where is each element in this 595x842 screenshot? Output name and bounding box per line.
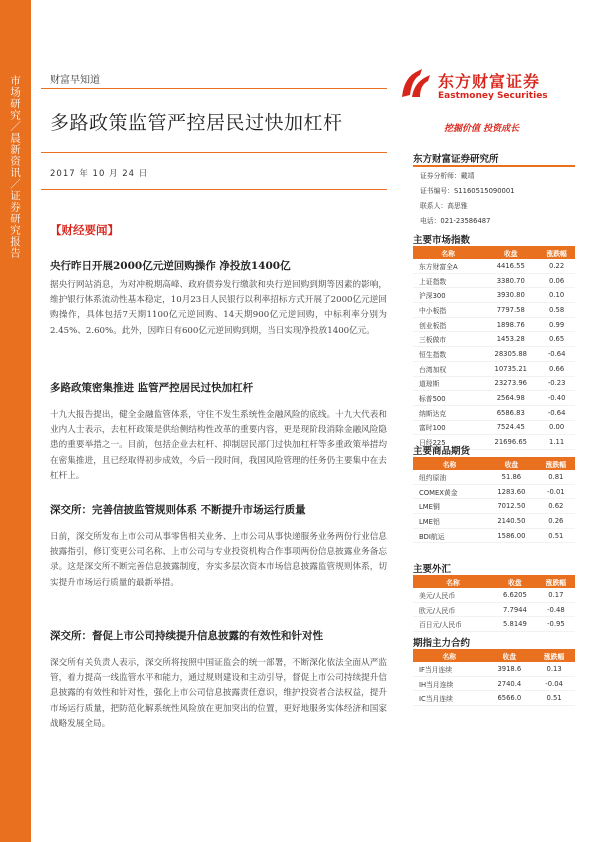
row-name: 纳斯达克 xyxy=(413,405,483,420)
brand-slogan: 挖掘价值 投资成长 xyxy=(444,124,520,134)
report-category: 财富早知道 xyxy=(50,75,100,86)
row-change: 0.81 xyxy=(537,470,575,484)
commodities-table xyxy=(413,457,575,543)
row-close: 7797.58 xyxy=(483,303,538,318)
news-heading-4: 深交所：督促上市公司持续提升信息披露的有效性和针对性 xyxy=(50,630,323,642)
row-change: 0.00 xyxy=(538,420,575,435)
news-heading-3: 深交所：完善信披监管规则体系 不断提升市场运行质量 xyxy=(50,504,306,516)
row-name: 创业板指 xyxy=(413,317,483,332)
table-row xyxy=(413,588,575,602)
table-header-cell: 名称 xyxy=(413,649,486,662)
table-row xyxy=(413,405,575,420)
row-close: 6566.0 xyxy=(486,691,534,706)
table-row xyxy=(413,499,575,514)
table-header-cell: 收盘 xyxy=(486,457,536,470)
table-header-cell: 涨跌幅 xyxy=(533,649,575,662)
row-name: 美元/人民币 xyxy=(413,588,493,602)
news-heading-1: 央行昨日开展2000亿元逆回购操作 净投放1400亿 xyxy=(50,260,291,272)
row-change: 0.66 xyxy=(538,361,575,376)
row-close: 7012.50 xyxy=(486,499,536,514)
table-header-cell: 收盘 xyxy=(483,246,538,259)
table-row xyxy=(413,676,575,691)
table-row xyxy=(413,617,575,632)
table-row xyxy=(413,361,575,376)
row-name: 标普500 xyxy=(413,391,483,406)
table-row xyxy=(413,691,575,706)
row-name: 中小板指 xyxy=(413,303,483,318)
row-change: 0.06 xyxy=(538,273,575,288)
contact-phone: 电话：021-23586487 xyxy=(420,217,491,225)
row-name: 沪深300 xyxy=(413,288,483,303)
row-name: IH当月连续 xyxy=(413,676,486,691)
row-change: 0.58 xyxy=(538,303,575,318)
futures-table xyxy=(413,649,575,706)
row-close: 6.6205 xyxy=(493,588,537,602)
row-close: 21696.65 xyxy=(483,435,538,450)
news-body-1: 据央行网站消息，为对冲税期高峰、政府债券发行缴款和央行逆回购到期等因素的影响，维护银行体系流动性基本稳定，10月23日人民银行以利率招标方式开展了2000亿元逆回购操作，具体包括7天期1100亿元逆回购、14天期900亿元逆回购，中标利率分别为2.45%、2.60%。此外，因昨日有600亿元逆回购到期，当日实现净投放1400亿元。 xyxy=(50,280,387,336)
row-change: -0.40 xyxy=(538,391,575,406)
row-name: 富时100 xyxy=(413,420,483,435)
row-change: -0.64 xyxy=(538,405,575,420)
row-name: 欧元/人民币 xyxy=(413,602,493,617)
row-change: -0.01 xyxy=(537,484,575,499)
table-row xyxy=(413,420,575,435)
row-close: 3380.70 xyxy=(483,273,538,288)
brand-logo xyxy=(398,63,578,111)
indices-table xyxy=(413,246,575,450)
page-title: 多路政策监管严控居民过快加杠杆 xyxy=(50,112,343,134)
brand-name-en: Eastmoney Securities xyxy=(438,91,548,101)
row-close: 51.86 xyxy=(486,470,536,484)
row-name: 纽约原油 xyxy=(413,470,486,484)
institute-divider xyxy=(413,165,575,167)
table-row xyxy=(413,259,575,273)
row-change: 0.22 xyxy=(538,259,575,273)
table-header-cell: 涨跌幅 xyxy=(537,457,575,470)
table-header-cell: 名称 xyxy=(413,457,486,470)
row-name: BDI航运 xyxy=(413,528,486,543)
row-change: 0.13 xyxy=(533,662,575,676)
row-close: 1283.60 xyxy=(486,484,536,499)
table-header-row xyxy=(413,575,575,588)
row-close: 4416.55 xyxy=(483,259,538,273)
row-name: 道琼斯 xyxy=(413,376,483,391)
row-close: 3930.80 xyxy=(483,288,538,303)
row-close: 23273.96 xyxy=(483,376,538,391)
section-tag: 【财经要闻】 xyxy=(50,223,119,237)
eastmoney-logo-icon xyxy=(398,67,434,101)
table-title-fx: 主要外汇 xyxy=(413,564,452,575)
row-change: -0.04 xyxy=(533,676,575,691)
table-row xyxy=(413,662,575,676)
row-close: 2740.4 xyxy=(486,676,534,691)
row-name: 恒生指数 xyxy=(413,347,483,362)
table-header-row xyxy=(413,457,575,470)
row-close: 1898.76 xyxy=(483,317,538,332)
table-header-row xyxy=(413,649,575,662)
row-change: 1.11 xyxy=(538,435,575,450)
sidebar-label: 市场研究／晨新资讯／证券研究报告 xyxy=(9,75,21,259)
row-change: 0.99 xyxy=(538,317,575,332)
table-row xyxy=(413,317,575,332)
row-close: 2564.98 xyxy=(483,391,538,406)
row-name: COMEX黄金 xyxy=(413,484,486,499)
table-row xyxy=(413,484,575,499)
report-date: 2017 年 10 月 24 日 xyxy=(50,169,149,179)
table-header-cell: 收盘 xyxy=(493,575,537,588)
table-header-cell: 涨跌幅 xyxy=(537,575,575,588)
table-row xyxy=(413,347,575,362)
table-row xyxy=(413,273,575,288)
news-heading-2: 多路政策密集推进 监管严控居民过快加杠杆 xyxy=(50,382,254,394)
row-close: 10735.21 xyxy=(483,361,538,376)
table-row xyxy=(413,391,575,406)
row-close: 1586.00 xyxy=(486,528,536,543)
row-close: 7.7944 xyxy=(493,602,537,617)
table-row xyxy=(413,602,575,617)
table-header-row xyxy=(413,246,575,259)
row-change: -0.23 xyxy=(538,376,575,391)
table-header-cell: 名称 xyxy=(413,575,493,588)
row-name: IC当月连续 xyxy=(413,691,486,706)
certificate-number: 证书编号：S1160515090001 xyxy=(420,187,515,195)
table-title-futures: 期指主力合约 xyxy=(413,638,471,649)
row-change: 0.51 xyxy=(533,691,575,706)
table-row xyxy=(413,332,575,347)
row-close: 7524.45 xyxy=(483,420,538,435)
news-body-3: 日前，深交所发布上市公司从事零售相关业务、上市公司从事快递服务业务两份行业信息披露指引，修订变更公司名称、上市公司与专业投资机构合作事项两份信息披露业务备忘录。这是深交所不断完善信息披露制度，夯实多层次资本市场信息披露监管规则体系，切实提升市场运行质量的最新举措。 xyxy=(50,532,387,588)
date-divider xyxy=(41,189,387,190)
row-change: 0.51 xyxy=(537,528,575,543)
row-name: LME铝 xyxy=(413,514,486,529)
row-name: 东方财富全A xyxy=(413,259,483,273)
sidebar-band xyxy=(0,0,31,842)
table-title-indices: 主要市场指数 xyxy=(413,235,471,246)
news-body-2: 十九大报告提出，健全金融监管体系，守住不发生系统性金融风险的底线。十九大代表和业内人士表示，去杠杆政策是供给侧结构性改革的重要内容，更是现阶段消除金融风险隐患的重要举措之一。目前，包括企业去杠杆、抑制居民部门过快加杠杆等多重政策举措均在密集推进，且已经取得初步成效，今后一段时间，我国风险管理的任务仍主要集中在去杠杆上。 xyxy=(50,410,387,481)
row-name: 日经225 xyxy=(413,435,483,450)
table-row xyxy=(413,514,575,529)
row-change: 0.26 xyxy=(537,514,575,529)
row-name: 上证指数 xyxy=(413,273,483,288)
row-change: 0.10 xyxy=(538,288,575,303)
table-header-cell: 收盘 xyxy=(486,649,534,662)
row-name: LME铜 xyxy=(413,499,486,514)
row-change: -0.95 xyxy=(537,617,575,632)
analyst-name: 证券分析师：戴靖 xyxy=(420,172,475,180)
row-change: -0.64 xyxy=(538,347,575,362)
row-name: IF当月连续 xyxy=(413,662,486,676)
table-header-cell: 涨跌幅 xyxy=(538,246,575,259)
row-change: 0.65 xyxy=(538,332,575,347)
row-close: 28305.88 xyxy=(483,347,538,362)
row-name: 百日元/人民币 xyxy=(413,617,493,632)
row-close: 1453.28 xyxy=(483,332,538,347)
table-header-cell: 名称 xyxy=(413,246,483,259)
institute-name: 东方财富证券研究所 xyxy=(413,154,499,165)
table-row xyxy=(413,376,575,391)
row-change: -0.48 xyxy=(537,602,575,617)
table-title-commodities: 主要商品期货 xyxy=(413,446,471,457)
row-name: 台湾加权 xyxy=(413,361,483,376)
brand-name-cn: 东方财富证券 xyxy=(438,72,541,91)
row-change: 0.17 xyxy=(537,588,575,602)
table-row xyxy=(413,470,575,484)
row-close: 6586.83 xyxy=(483,405,538,420)
row-close: 5.8149 xyxy=(493,617,537,632)
row-change: 0.62 xyxy=(537,499,575,514)
fx-table xyxy=(413,575,575,632)
row-close: 2140.50 xyxy=(486,514,536,529)
contact-person: 联系人：高思雅 xyxy=(420,202,468,210)
header-divider xyxy=(41,88,387,89)
table-row xyxy=(413,288,575,303)
row-close: 3918.6 xyxy=(486,662,534,676)
table-row xyxy=(413,528,575,543)
news-body-4: 深交所有关负责人表示，深交所将按照中国证监会的统一部署，不断深化依法全面从严监管，着力提高一线监管水平和能力，通过规则建设和主动引导，督促上市公司持续提升信息披露的有效性和针对性，强化上市公司信息披露责任意识，维护投资者合法权益，提升市场运行质量，把防范化解系统性风险放在更加突出的位置，更好地服务实体经济和国家战略发展全局。 xyxy=(50,658,387,729)
table-row xyxy=(413,303,575,318)
title-divider xyxy=(41,152,387,153)
row-name: 三板做市 xyxy=(413,332,483,347)
